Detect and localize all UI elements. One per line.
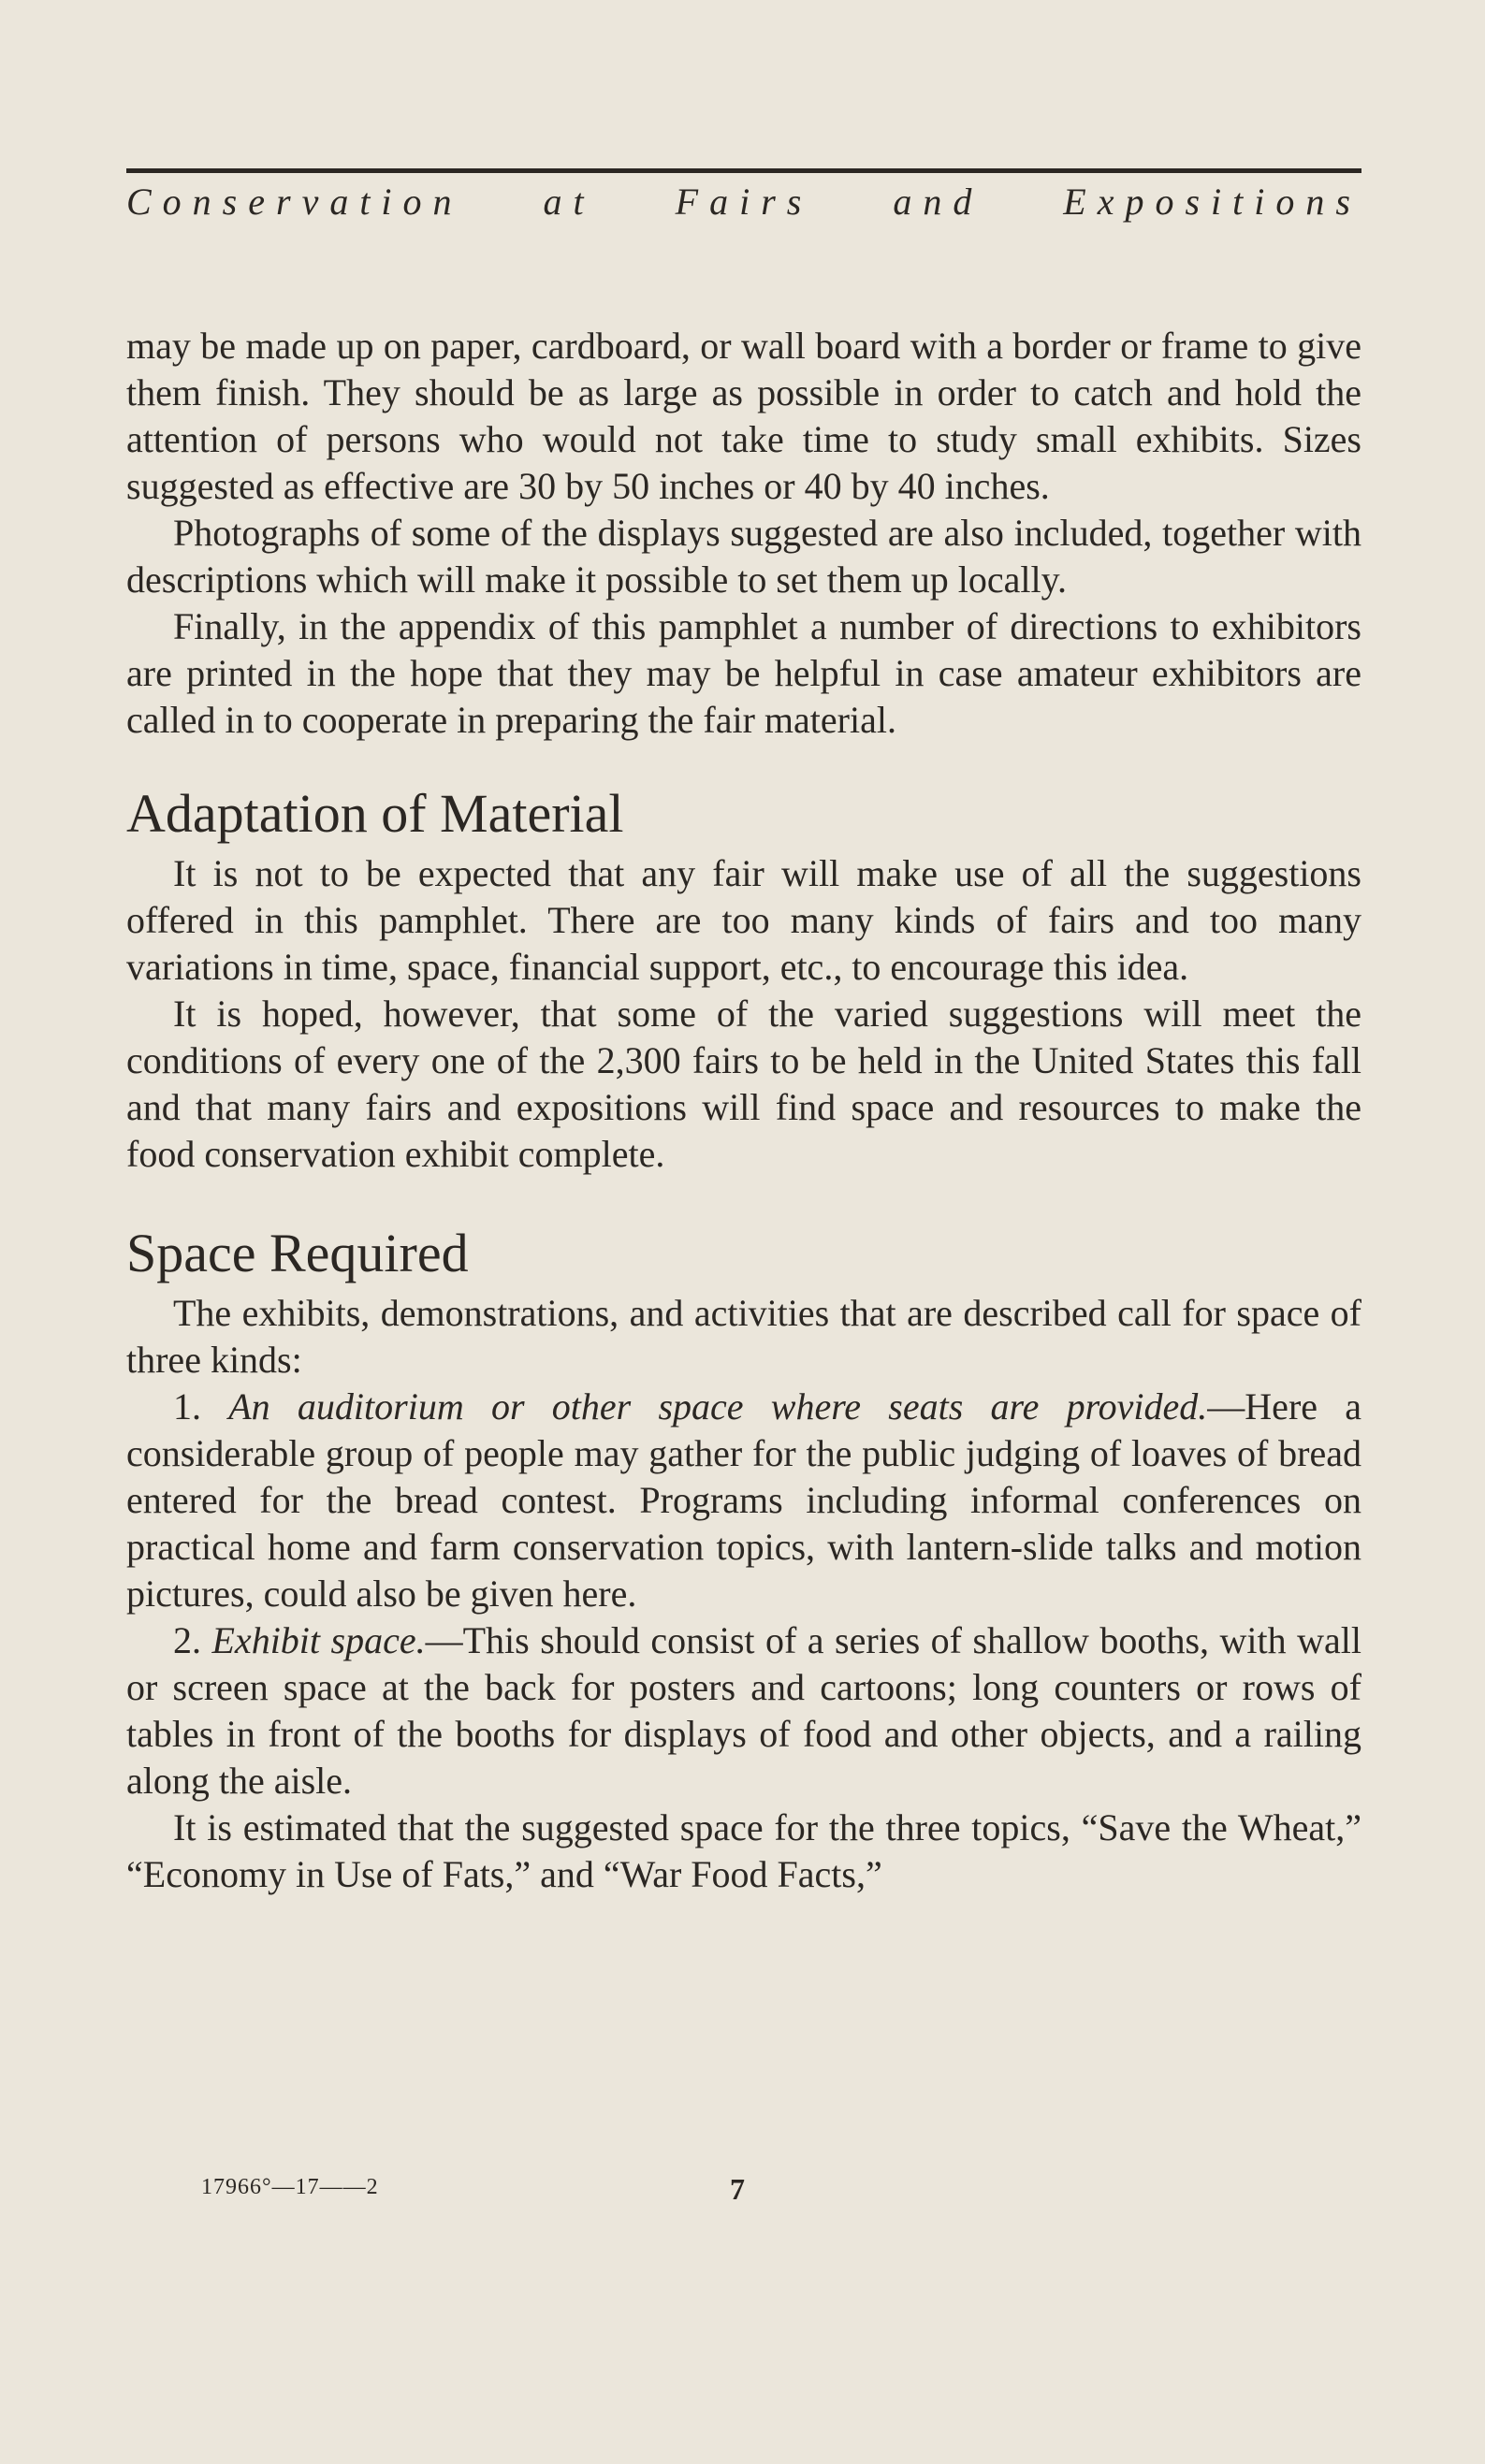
running-head-word: and <box>893 181 983 223</box>
list-item-text: —This should consist of a series of shallow booths, with wall or screen space at the back for posters and cartoons; long counters or rows of tables in front of the booths for displays of food and other objects, and a railing along the aisle. <box>126 1619 1362 1802</box>
header-rule <box>126 168 1361 173</box>
running-head-word: Fairs <box>675 181 813 223</box>
space-paragraph-1: The exhibits, demonstrations, and activities that are described call for space of three kinds: <box>126 1292 1361 1381</box>
intro-paragraph-3: Finally, in the appendix of this pamphlet a number of directions to exhibitors are printed in the hope that they may be helpful in case amateur exhibitors are called in to cooperate in preparing the fair material. <box>126 605 1361 741</box>
list-item-title: Exhibit space. <box>211 1619 426 1661</box>
list-item-title: An auditorium or other space where seats are provided. <box>228 1385 1208 1428</box>
running-head-word: Expositions <box>1063 181 1361 223</box>
print-identifier: 17966°—17——2 <box>201 2175 379 2199</box>
section-heading-adaptation: Adaptation of Material <box>126 783 624 844</box>
running-head <box>126 180 1361 224</box>
adaptation-paragraph-1: It is not to be expected that any fair will make use of all the suggestions offered in this pamphlet. There are too many kinds of fairs and too many variations in time, space, financial support, etc., to encourage this idea. <box>126 852 1361 988</box>
running-head-word: at <box>543 181 595 223</box>
adaptation-paragraph-2: It is hoped, however, that some of the varied suggestions will meet the conditions of every one of the 2,300 fairs to be held in the United States this fall and that many fairs and expositions will find space and resources to make the food conservation exhibit complete. <box>126 993 1361 1175</box>
list-item-number: 2. <box>173 1619 201 1661</box>
space-paragraph-last: It is estimated that the suggested space for the three topics, “Save the Wheat,” “Economy in Use of Fats,” and “War Food Facts,” <box>126 1806 1361 1895</box>
section-heading-space: Space Required <box>126 1223 469 1283</box>
body-text <box>126 323 1361 1898</box>
running-head-word: Conservation <box>126 181 463 223</box>
list-item-number: 1. <box>173 1385 201 1428</box>
page-number: 7 <box>730 2172 745 2206</box>
space-list-item-1 <box>126 1384 1361 1617</box>
intro-paragraph-2: Photographs of some of the displays suggested are also included, together with descriptions which will make it possible to set them up locally. <box>126 512 1361 601</box>
list-item-text: —Here a considerable group of people may gather for the public judging of loaves of bread entered for the bread contest. Programs including informal conferences on practical home and farm conservation topics, with lantern-slide talks and motion pictures, could also be given here. <box>126 1385 1362 1615</box>
intro-paragraph-1: may be made up on paper, cardboard, or wall board with a border or frame to give them finish. They should be as large as possible in order to catch and hold the attention of persons who would not take time to study small exhibits. Sizes suggested as effective are 30 by 50 inches or 40 by 40 inches. <box>126 325 1361 507</box>
space-list-item-2 <box>126 1617 1361 1805</box>
